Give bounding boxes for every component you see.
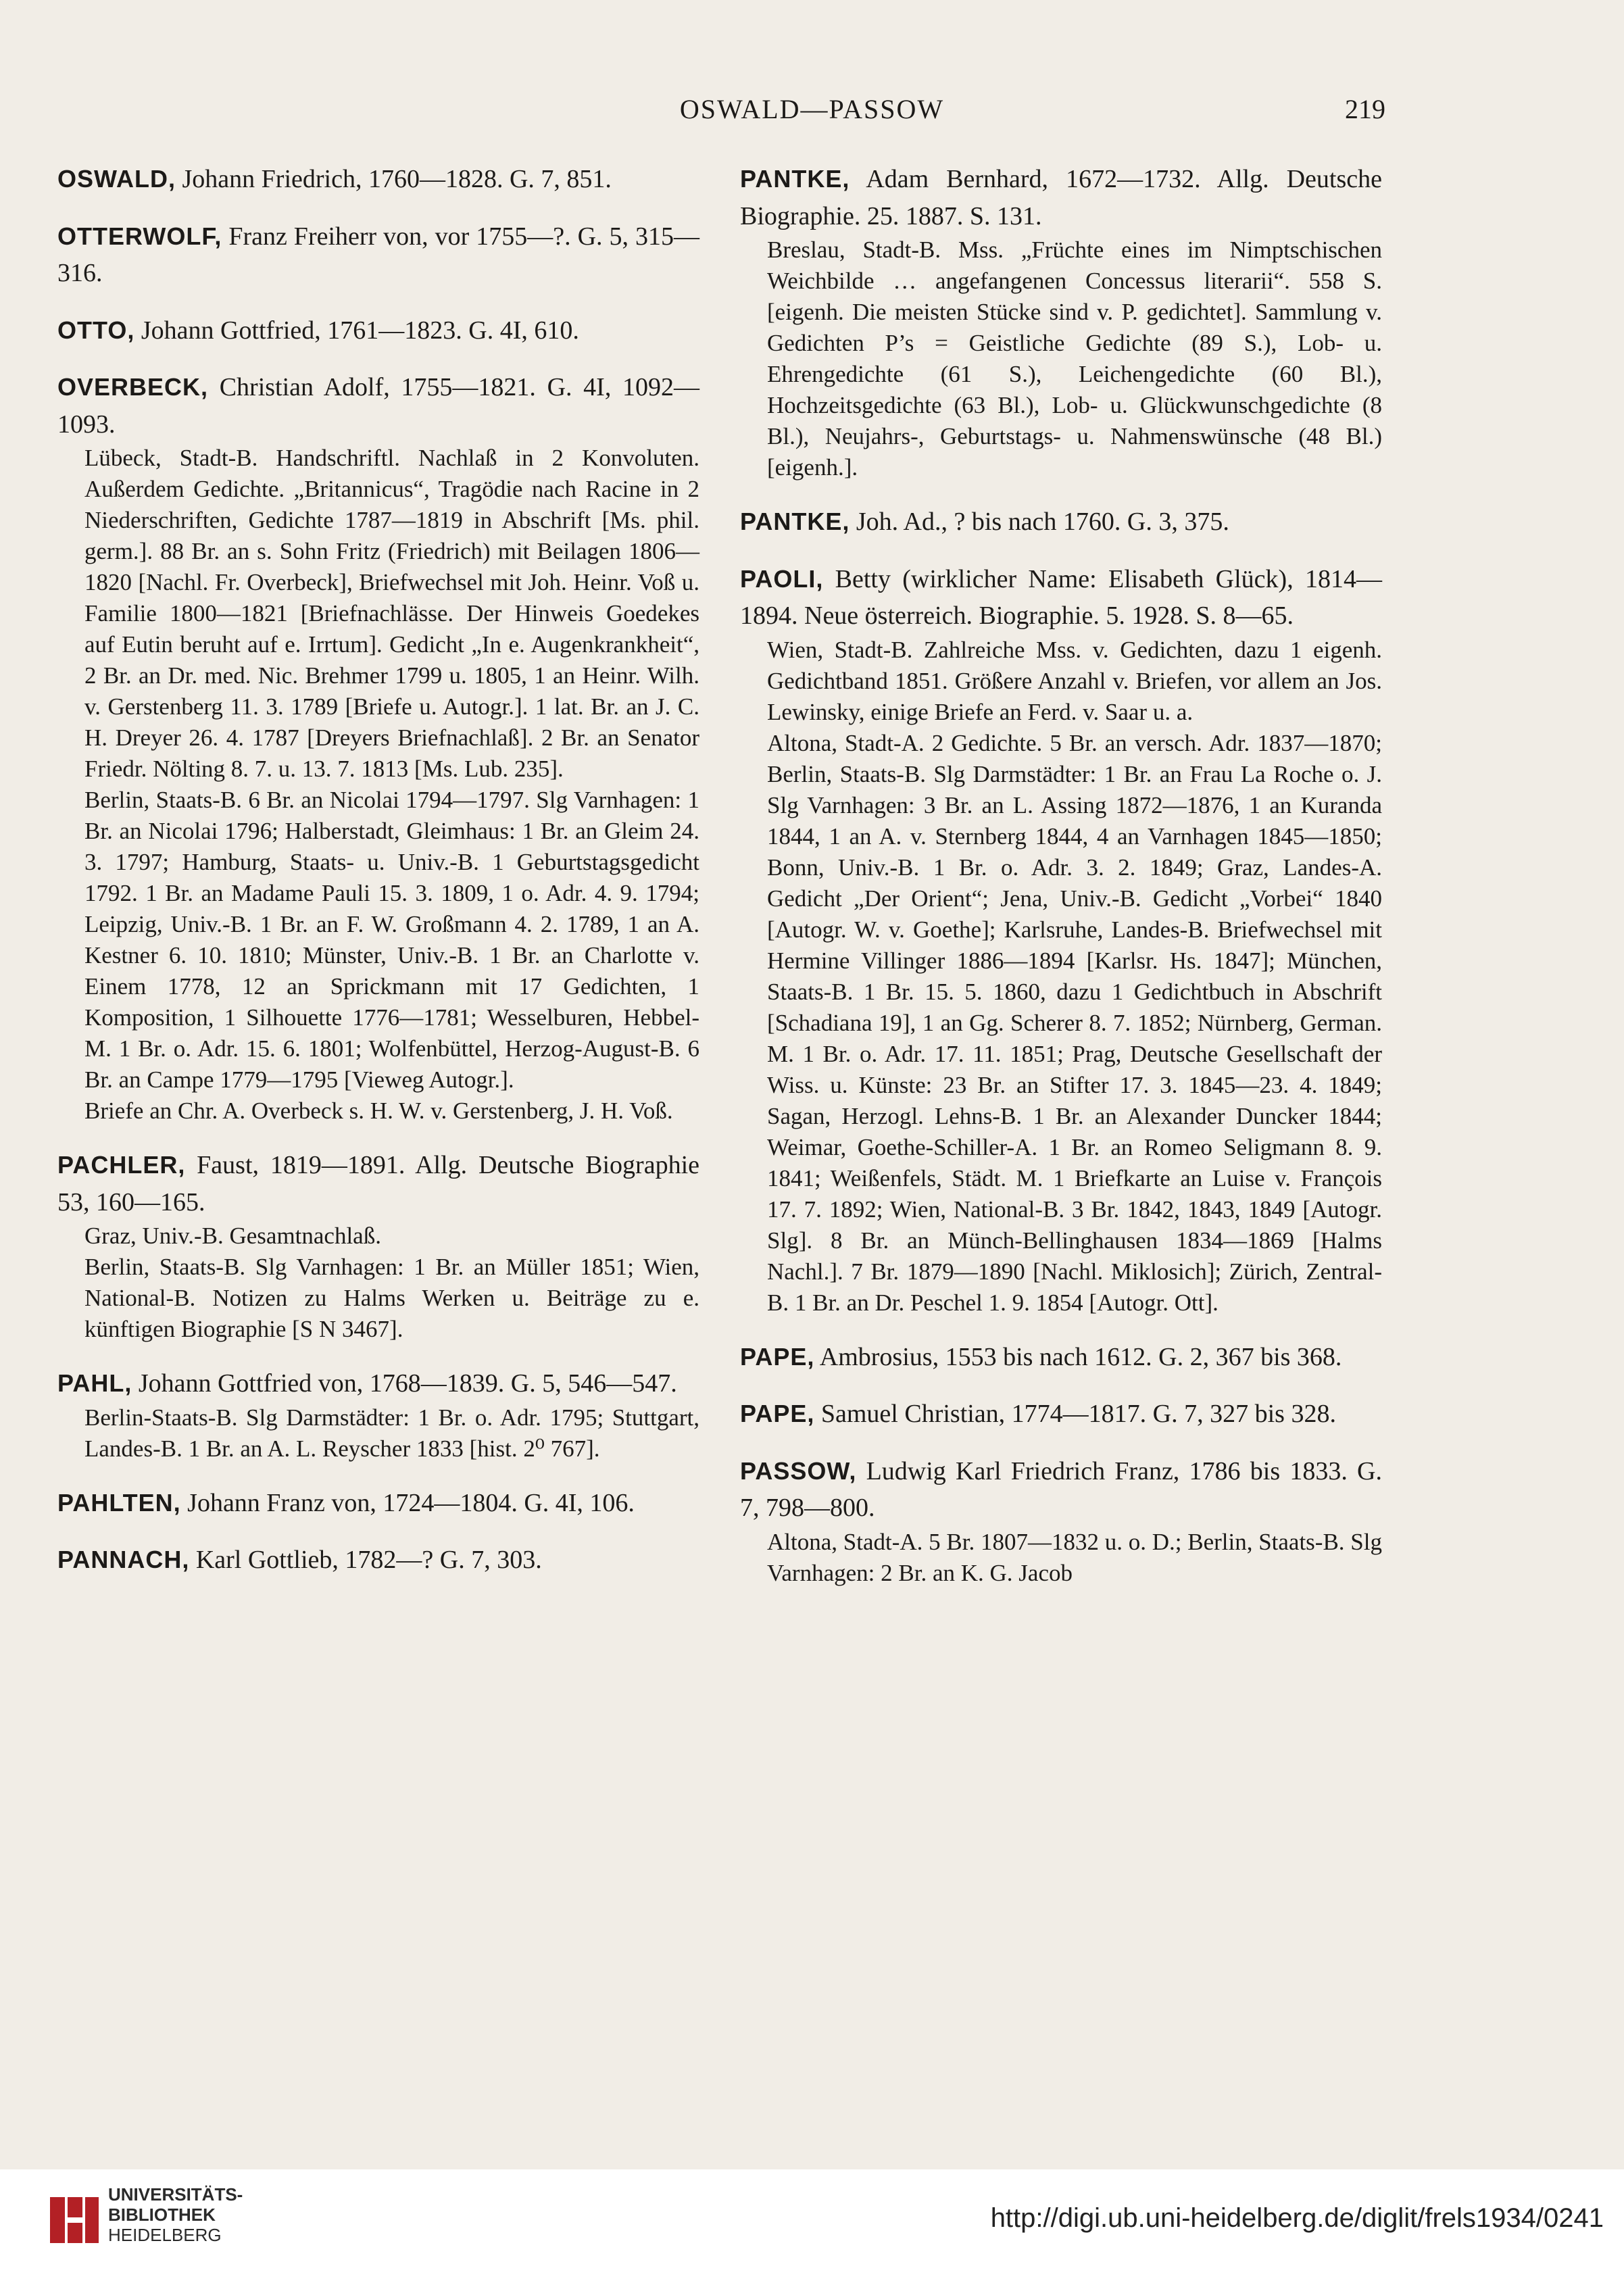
entry-source: Altona, Stadt-A. 5 Br. 1807—1832 u. o. D.; Berlin, Staats-B. Slg Varnhagen: 2 Br. an K. G. Jacob	[767, 1528, 1382, 1586]
entry-text: Johann Franz von, 1724—1804. G. 4I, 106.	[187, 1488, 635, 1517]
entry-name: PANTKE,	[740, 165, 850, 193]
entry-text: Betty (wirklicher Name: Elisabeth Glück), 1814—1894. Neue österreich. Biographie. 5. 1928. S. 8—65.	[740, 564, 1383, 630]
entry-name: PAHLTEN,	[57, 1488, 181, 1517]
bibliography-entry	[740, 1396, 1382, 1433]
entry-name: PANNACH,	[57, 1546, 190, 1573]
entry-heading	[57, 1365, 699, 1402]
page-number: 219	[1345, 94, 1385, 124]
entry-heading	[57, 1542, 699, 1579]
entry-heading	[57, 1147, 699, 1221]
entry-text: Johann Gottfried von, 1768—1839. G. 5, 546—547.	[138, 1369, 677, 1398]
entry-name: PASSOW,	[740, 1456, 857, 1485]
entry-source: Breslau, Stadt-B. Mss. „Früchte eines im Nimptschischen Weichbilde … angefangenen Concessus literarii“. 558 S. [eigenh. Die meisten Stücke sind v. P. gedichtet]. Sammlung v. Gedichten P’s = Geistliche Gedichte (89 S.), Lob- u. Ehrengedichte (61 S.), Leichengedichte (60 Bl.), Hochzeitsgedichte (63 Bl.), Lob- u. Glückwunschgedichte (8 Bl.), Neujahrs-, Geburtstags- u. Nahmenswünsche (48 Bl.) [eigenh.].	[767, 237, 1382, 481]
entry-name: PAHL,	[57, 1369, 132, 1397]
bibliography-entry	[57, 1485, 699, 1522]
entry-heading	[57, 161, 699, 198]
entry-source: Berlin-Staats-B. Slg Darmstädter: 1 Br. o. Adr. 1795; Stuttgart, Landes-B. 1 Br. an A. L. Reyscher 1833 [hist. 2⁰ 767].	[84, 1404, 699, 1462]
library-name	[108, 2184, 243, 2245]
running-title: OSWALD—PASSOW	[679, 94, 945, 124]
entry-heading	[57, 1485, 699, 1522]
entry-heading	[740, 1396, 1382, 1433]
entry-text: Franz Freiherr von, vor 1755—?. G. 5, 315—316.	[57, 222, 700, 287]
entry-name: PAPE,	[740, 1400, 815, 1427]
entry-text: Christian Adolf, 1755—1821. G. 4I, 1092—1093.	[57, 373, 700, 439]
bibliography-entry	[57, 218, 699, 292]
entry-text: Johann Gottfried, 1761—1823. G. 4I, 610.	[141, 316, 579, 345]
bibliography-entry	[740, 503, 1382, 541]
bibliography-entry	[740, 1339, 1382, 1376]
entry-text: Ambrosius, 1553 bis nach 1612. G. 2, 367 bis 368.	[819, 1342, 1342, 1371]
entry-text: Karl Gottlieb, 1782—? G. 7, 303.	[195, 1546, 542, 1574]
bibliography-entry	[57, 1542, 699, 1579]
entry-name: OVERBECK,	[57, 373, 209, 401]
bibliography-entry	[57, 1147, 699, 1345]
entry-source: Briefe an Chr. A. Overbeck s. H. W. v. Gerstenberg, J. H. Voß.	[84, 1098, 673, 1124]
entry-source: Wien, Stadt-B. Zahlreiche Mss. v. Gedichten, dazu 1 eigenh. Gedichtband 1851. Größere Anzahl v. Briefen, vor allem an Jos. Lewinsky, einige Briefe an Ferd. v. Saar u. a.	[767, 636, 1382, 725]
bibliography-entry	[740, 561, 1382, 1319]
entry-heading	[57, 312, 699, 349]
library-name-line1: UNIVERSITÄTS-	[108, 2184, 243, 2205]
entry-name: PANTKE,	[740, 508, 850, 535]
entry-heading	[740, 161, 1382, 235]
entry-heading	[740, 561, 1382, 635]
library-name-line3: HEIDELBERG	[108, 2225, 222, 2245]
library-name-line2: BIBLIOTHEK	[108, 2205, 216, 2225]
right-column	[740, 161, 1382, 1609]
entry-heading	[740, 1339, 1382, 1376]
entry-source: Berlin, Staats-B. Slg Varnhagen: 1 Br. an Müller 1851; Wien, National-B. Notizen zu Halms Werken u. Beiträge zu e. künftigen Biographie [S N 3467].	[84, 1254, 699, 1342]
entry-text: Faust, 1819—1891. Allg. Deutsche Biographie 53, 160—165.	[57, 1151, 700, 1216]
entry-text: Johann Friedrich, 1760—1828. G. 7, 851.	[182, 165, 612, 193]
entry-heading	[740, 503, 1382, 541]
left-column	[57, 161, 699, 1599]
entry-name: OTTERWOLF,	[57, 222, 222, 250]
bibliography-entry	[57, 312, 699, 349]
entry-name: OTTO,	[57, 316, 135, 344]
entry-text: Adam Bernhard, 1672—1732. Allg. Deutsche Biographie. 25. 1887. S. 131.	[740, 165, 1382, 230]
bibliography-entry	[57, 161, 699, 198]
entry-heading	[740, 1453, 1382, 1527]
bibliography-entry	[57, 1365, 699, 1465]
bibliography-entry	[57, 369, 699, 1127]
bibliography-entry	[740, 161, 1382, 483]
entry-source: Berlin, Staats-B. 6 Br. an Nicolai 1794—1797. Slg Varnhagen: 1 Br. an Nicolai 1796; Halberstadt, Gleimhaus: 1 Br. an Gleim 24. 3. 1797; Hamburg, Staats- u. Univ.-B. 1 Geburtstagsgedicht 1792. 1 Br. an Madame Pauli 15. 3. 1809, 1 o. Adr. 4. 9. 1794; Leipzig, Univ.-B. 1 Br. an F. W. Großmann 4. 2. 1789, 1 an A. Kestner 6. 10. 1810; Münster, Univ.-B. 1 Br. an Charlotte v. Einem 1778, 12 an Sprickmann mit 17 Gedichten, 1 Komposition, 1 Silhouette 1776—1781; Wesselburen, Hebbel-M. 1 Br. o. Adr. 15. 6. 1801; Wolfenbüttel, Herzog-August-B. 6 Br. an Campe 1779—1795 [Vieweg Autogr.].	[84, 787, 699, 1093]
entry-source: Altona, Stadt-A. 2 Gedichte. 5 Br. an versch. Adr. 1837—1870; Berlin, Staats-B. Slg Darmstädter: 1 Br. an Frau La Roche o. J. Slg Varnhagen: 3 Br. an L. Assing 1872—1876, 1 an Kuranda 1844, 1 an A. v. Sternberg 1844, 4 an Varnhagen 1845—1850; Bonn, Univ.-B. 1 Br. o. Adr. 3. 2. 1849; Graz, Landes-A. Gedicht „Der Orient“; Jena, Univ.-B. Gedicht „Vorbei“ 1840 [Autogr. W. v. Goethe]; Karlsruhe, Landes-B. Briefwechsel mit Hermine Villinger 1886—1894 [Karlsr. Hs. 1847]; München, Staats-B. 1 Br. 15. 5. 1860, dazu 1 Gedichtbuch in Abschrift [Schadiana 19], 1 an Gg. Scherer 8. 7. 1852; Nürnberg, German. M. 1 Br. o. Adr. 17. 11. 1851; Prag, Deutsche Gesellschaft der Wiss. u. Künste: 23 Br. an Stifter 17. 3. 1845—23. 4. 1849; Sagan, Herzogl. Lehns-B. 1 Br. an Alexander Duncker 1844; Weimar, Goethe-Schiller-A. 1 Br. an Romeo Seligmann 8. 9. 1841; Weißenfels, Städt. M. 1 Briefkarte an Luise v. François 17. 7. 1892; Wien, National-B. 3 Br. 1842, 1843, 1849 [Autogr. Slg]. 8 Br. an Münch-Bellinghausen 1834—1869 [Halms Nachl.]. 7 Br. 1879—1890 [Nachl. Miklosich]; Zürich, Zentral-B. 1 Br. an Dr. Peschel 1. 9. 1854 [Autogr. Ott].	[767, 729, 1382, 1316]
entry-name: OSWALD,	[57, 165, 176, 193]
entry-name: PAOLI,	[740, 564, 824, 593]
library-logo-icon	[47, 2193, 101, 2247]
entry-source: Lübeck, Stadt-B. Handschriftl. Nachlaß in 2 Konvoluten. Außerdem Gedichte. „Britannicus“, Tragödie nach Racine in 2 Niederschriften, Gedichte 1787—1819 in Abschrift [Ms. phil. germ.]. 88 Br. an s. Sohn Fritz (Friedrich) mit Beilagen 1806—1820 [Nachl. Fr. Overbeck], Briefwechsel mit Joh. Heinr. Voß u. Familie 1800—1821 [Briefnachlässe. Der Hinweis Goedekes auf Eutin beruht auf e. Irrtum]. Gedicht „In e. Augenkrankheit“, 2 Br. an Dr. med. Nic. Brehmer 1799 u. 1805, 1 an Heinr. Wilh. v. Gerstenberg 11. 3. 1789 [Briefe u. Autogr.]. 1 lat. Br. an J. C. H. Dreyer 26. 4. 1787 [Dreyers Briefnachlaß]. 2 Br. an Senator Friedr. Nölting 8. 7. u. 13. 7. 1813 [Ms. Lub. 235].	[84, 445, 699, 782]
entry-name: PAPE,	[740, 1342, 815, 1371]
entry-heading	[57, 369, 699, 443]
bibliography-entry	[740, 1453, 1382, 1589]
entry-source: Graz, Univ.-B. Gesamtnachlaß.	[84, 1223, 381, 1249]
source-url-link[interactable]: http://digi.ub.uni-heidelberg.de/diglit/frels1934/0241	[990, 2203, 1604, 2233]
entry-text: Ludwig Karl Friedrich Franz, 1786 bis 1833. G. 7, 798—800.	[740, 1456, 1382, 1522]
entry-text: Samuel Christian, 1774—1817. G. 7, 327 bis 328.	[820, 1400, 1336, 1428]
entry-name: PACHLER,	[57, 1151, 186, 1179]
entry-text: Joh. Ad., ? bis nach 1760. G. 3, 375.	[856, 508, 1229, 536]
entry-heading	[57, 218, 699, 292]
